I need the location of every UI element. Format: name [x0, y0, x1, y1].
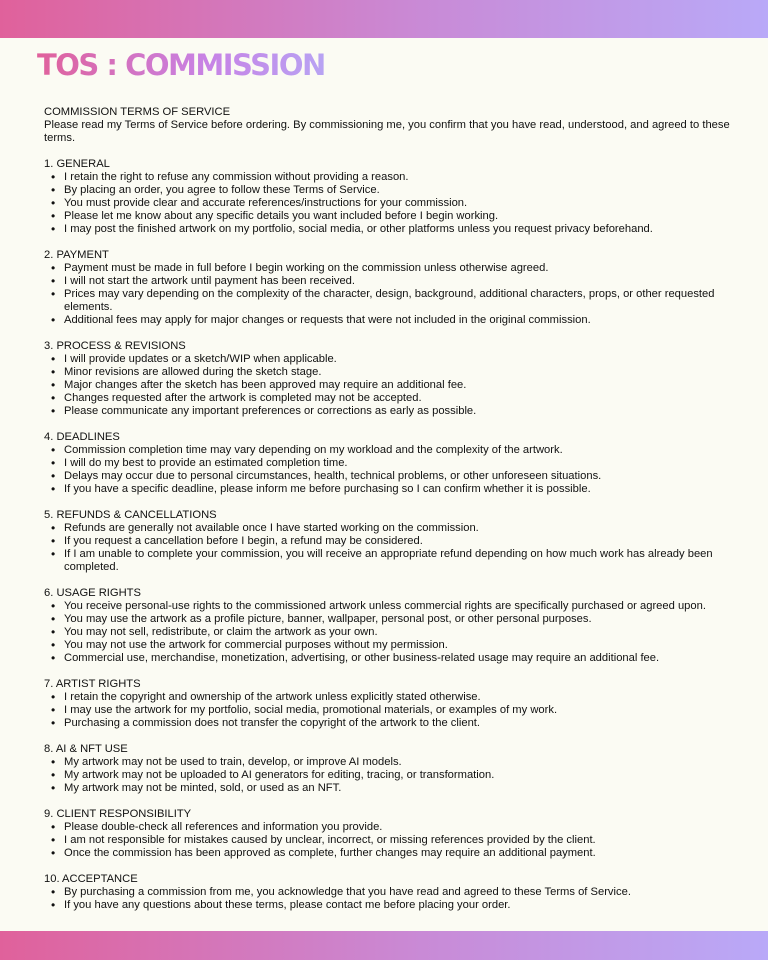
- section-list: [44, 353, 732, 418]
- terms-section: [44, 587, 732, 665]
- section-title: 3. PROCESS & REVISIONS: [44, 340, 186, 352]
- list-item: • Refunds are generally not available once I have started working on the commission.: [44, 522, 732, 535]
- terms-section: [44, 431, 732, 496]
- terms-section: [44, 509, 732, 574]
- section-title: 1. GENERAL: [44, 158, 110, 170]
- terms-document: [44, 106, 732, 912]
- list-item: • Payment must be made in full before I begin working on the commission unless otherwise agreed.: [44, 262, 732, 275]
- list-item: • I retain the copyright and ownership of the artwork unless explicitly stated otherwise.: [44, 691, 732, 704]
- list-item: • Additional fees may apply for major changes or requests that were not included in the original commission.: [44, 314, 732, 327]
- list-item: • Please double-check all references and information you provide.: [44, 821, 732, 834]
- section-title: 6. USAGE RIGHTS: [44, 587, 141, 599]
- section-title: 7. ARTIST RIGHTS: [44, 678, 141, 690]
- terms-section: [44, 249, 732, 327]
- terms-section: [44, 158, 732, 236]
- page-title: TOS : COMMISSION: [37, 48, 325, 82]
- list-item: • Purchasing a commission does not transfer the copyright of the artwork to the client.: [44, 717, 732, 730]
- section-list: [44, 600, 732, 665]
- top-gradient-band: [0, 0, 768, 38]
- list-item: • Please let me know about any specific details you want included before I begin working.: [44, 210, 732, 223]
- section-list: [44, 821, 732, 860]
- document-heading: COMMISSION TERMS OF SERVICE: [44, 106, 231, 118]
- list-item: • By placing an order, you agree to follow these Terms of Service.: [44, 184, 732, 197]
- section-title: 10. ACCEPTANCE: [44, 873, 138, 885]
- list-item: • If you have a specific deadline, please inform me before purchasing so I can confirm whether it is possible.: [44, 483, 732, 496]
- list-item: • You may not sell, redistribute, or claim the artwork as your own.: [44, 626, 732, 639]
- list-item: • You may use the artwork as a profile picture, banner, wallpaper, personal post, or other personal purposes.: [44, 613, 732, 626]
- section-title: 4. DEADLINES: [44, 431, 120, 443]
- list-item: • Please communicate any important preferences or corrections as early as possible.: [44, 405, 732, 418]
- list-item: • Delays may occur due to personal circumstances, health, technical problems, or other unforeseen situations.: [44, 470, 732, 483]
- terms-section: [44, 340, 732, 418]
- list-item: • Changes requested after the artwork is completed may not be accepted.: [44, 392, 732, 405]
- list-item: • I am not responsible for mistakes caused by unclear, incorrect, or missing references provided by the client.: [44, 834, 732, 847]
- list-item: • Commission completion time may vary depending on my workload and the complexity of the artwork.: [44, 444, 732, 457]
- section-title: 9. CLIENT RESPONSIBILITY: [44, 808, 192, 820]
- list-item: • Commercial use, merchandise, monetization, advertising, or other business-related usage may require an additional fee.: [44, 652, 732, 665]
- list-item: • My artwork may not be used to train, develop, or improve AI models.: [44, 756, 732, 769]
- list-item: • Major changes after the sketch has been approved may require an additional fee.: [44, 379, 732, 392]
- list-item: • If I am unable to complete your commission, you will receive an appropriate refund depending on how much work has already been completed.: [44, 548, 732, 574]
- terms-section: [44, 873, 732, 912]
- list-item: • You may not use the artwork for commercial purposes without my permission.: [44, 639, 732, 652]
- section-list: [44, 522, 732, 574]
- list-item: • You must provide clear and accurate references/instructions for your commission.: [44, 197, 732, 210]
- list-item: • If you have any questions about these terms, please contact me before placing your order.: [44, 899, 732, 912]
- document-intro: Please read my Terms of Service before ordering. By commissioning me, you confirm that you have read, understood, and agreed to these terms.: [44, 119, 730, 144]
- section-title: 5. REFUNDS & CANCELLATIONS: [44, 509, 217, 521]
- list-item: • I may post the finished artwork on my portfolio, social media, or other platforms unless you request privacy beforehand.: [44, 223, 732, 236]
- list-item: • Minor revisions are allowed during the sketch stage.: [44, 366, 732, 379]
- list-item: • By purchasing a commission from me, you acknowledge that you have read and agreed to these Terms of Service.: [44, 886, 732, 899]
- terms-section: [44, 678, 732, 730]
- bottom-gradient-band: [0, 931, 768, 960]
- section-title: 2. PAYMENT: [44, 249, 109, 261]
- terms-sections: [44, 158, 732, 912]
- list-item: • I retain the right to refuse any commission without providing a reason.: [44, 171, 732, 184]
- list-item: • My artwork may not be uploaded to AI generators for editing, tracing, or transformation.: [44, 769, 732, 782]
- list-item: • If you request a cancellation before I begin, a refund may be considered.: [44, 535, 732, 548]
- list-item: • I will not start the artwork until payment has been received.: [44, 275, 732, 288]
- section-list: [44, 691, 732, 730]
- list-item: • You receive personal-use rights to the commissioned artwork unless commercial rights are specifically purchased or agreed upon.: [44, 600, 732, 613]
- section-list: [44, 756, 732, 795]
- terms-section: [44, 808, 732, 860]
- list-item: • I may use the artwork for my portfolio, social media, promotional materials, or examples of my work.: [44, 704, 732, 717]
- section-list: [44, 886, 732, 912]
- list-item: • Prices may vary depending on the complexity of the character, design, background, additional characters, props, or other requested elements.: [44, 288, 732, 314]
- section-title: 8. AI & NFT USE: [44, 743, 128, 755]
- list-item: • I will provide updates or a sketch/WIP when applicable.: [44, 353, 732, 366]
- section-list: [44, 444, 732, 496]
- section-list: [44, 171, 732, 236]
- terms-section: [44, 743, 732, 795]
- list-item: • I will do my best to provide an estimated completion time.: [44, 457, 732, 470]
- list-item: • Once the commission has been approved as complete, further changes may require an additional payment.: [44, 847, 732, 860]
- section-list: [44, 262, 732, 327]
- list-item: • My artwork may not be minted, sold, or used as an NFT.: [44, 782, 732, 795]
